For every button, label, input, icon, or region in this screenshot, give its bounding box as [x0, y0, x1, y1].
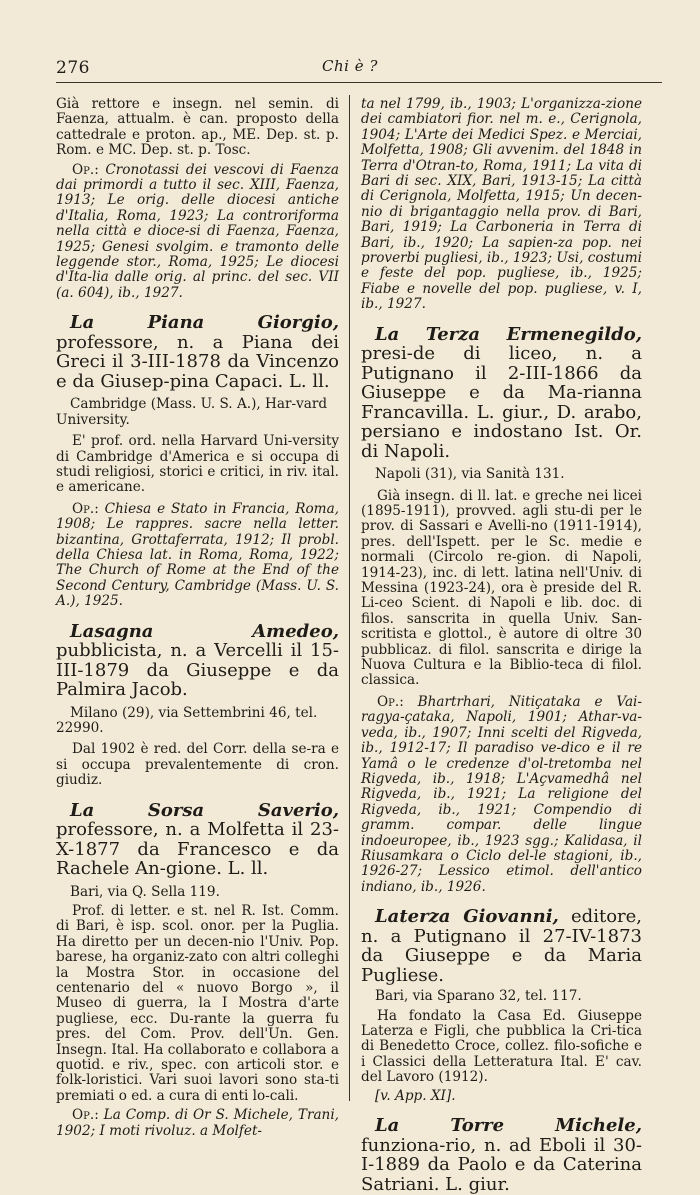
entry-intro: presi-de di liceo, n. a Putignano il 2-III-1866 da Giuseppe e da Ma-rianna Francavilla. L. giur., D. arabo, persiano e indostano Ist. Or. di Napoli.	[361, 343, 642, 462]
entry-heading	[56, 801, 339, 879]
entry-address: Bari, via Sparano 32, tel. 117.	[375, 988, 582, 1005]
entry-address: Cambridge (Mass. U. S. A.), Har-vard University.	[56, 396, 328, 428]
entry-bio: E' prof. ord. nella Harvard Uni-versity di Cambridge d'America e si occupa di studi religiosi, storici e critici, in riv. ital. e americane.	[56, 433, 339, 496]
header-rule	[56, 82, 662, 83]
entry-heading	[361, 325, 642, 462]
right-column	[361, 96, 643, 1195]
entry-intro: professore, n. a Molfetta il 23-X-1877 da Francesco e da Rachele An-gione. L. ll.	[56, 819, 339, 880]
entry-works	[361, 695, 642, 895]
works-text: La Comp. di Or S. Michele, Trani, 1902; I moti rivoluz. a Molfet-	[56, 1107, 339, 1139]
entry-address: Napoli (31), via Sanità 131.	[375, 466, 565, 483]
entry-intro: editore, n. a Putignano il 27-IV-1873 da Giuseppe e da Maria Pugliese.	[361, 906, 643, 986]
entry-name: Laterza Giovanni,	[375, 906, 559, 928]
works-text: Bhartrhari, Nitiçataka e Vai-ragya-çataka, Napoli, 1901; Athar-va-veda, ib., 1907; Inni scelti del Rigveda, ib., 1912-17; Il paradiso ve-dico e il re Yamâ o le credenze d'ol-tretomba nel Rigveda, ib., 1918; L'Açvamedhâ nel Rigveda, ib., 1921; La religione del Rigveda, ib., 1921; Compendio di gramm. compar. delle lingue indoeuropee, ib., 1923 sgg.; Kalidasa, il Riusamkara o Ciclo del-le stagioni, ib., 1926-27; Lessico etimol. dell'antico indiano, ib., 1926.	[361, 693, 642, 895]
entry-name: La Sorsa Saverio,	[70, 799, 339, 821]
entry-intro: professore, n. a Piana dei Greci il 3-III-1878 da Vincenzo e da Giusep-pina Capaci. L. ll.	[56, 331, 339, 392]
entry-address: Bari, via Q. Sella 119.	[70, 883, 220, 900]
entry-heading	[361, 1116, 642, 1194]
entry-bio: Dal 1902 è red. del Corr. della se-ra e si occupa prevalentemente di cron. giudiz.	[56, 741, 339, 789]
works-label: Op.:	[377, 693, 404, 710]
page-number: 276	[56, 58, 90, 78]
entry-intro: funziona-rio, n. ad Eboli il 30-I-1889 da Paolo e da Caterina Satriani. L. giur.	[361, 1134, 642, 1195]
page-header	[0, 0, 700, 90]
running-head: Chi è ?	[322, 57, 378, 75]
entry-address: Milano (29), via Settembrini 46, tel. 22990.	[56, 704, 318, 736]
works-label: Op.:	[72, 161, 99, 178]
works-label: Op.:	[72, 1107, 99, 1124]
entry-bio: Già insegn. di ll. lat. e greche nei licei (1895-1911), provved. agli stu-di per le prov. di Sassari e Avelli-no (1911-1914), pres. dell'Ispett. per le Sc. medie e normali (Circolo re-gion. di Napoli, 1914-23), inc. di lett. latina nell'Univ. di Messina (1923-24), ora è preside del R. Li-ceo Scient. di Napoli e lib. doc. di filos. sanscrita in quella Univ. San-scritista e glottol., è autore di oltre 30 pubblicaz. di filol. sanscrita e dirige la Nuova Cultura e la Biblio-teca di filol. classica.	[361, 487, 642, 689]
works-text: Cronotassi dei vescovi di Faenza dai primordi a tutto il sec. XIII, Faenza, 1913; Le orig. delle diocesi antiche d'Italia, Roma, 1923; La controriforma nella città e dioce-si di Faenza, Faenza, 1925; Genesi svolgim. e tramonto delle leggende stor., Roma, 1925; Le diocesi d'Ita-lia dalle orig. al princ. del sec. VII (a. 604), ib., 1927.	[56, 161, 339, 301]
cross-reference: [v. App. XI].	[375, 1087, 456, 1104]
column-divider	[349, 95, 350, 1101]
entry-name: La Piana Giorgio,	[70, 312, 339, 334]
left-column	[56, 96, 339, 1139]
continued-works: ta nel 1799, ib., 1903; L'organizza-zione dei cambiatori fior. nel m. e., Cerignola, 1904; L'Arte dei Medici Spez. e Merciai, Molfetta, 1908; Gli avvenim. del 1848 in Terra d'Otran-to, Roma, 1911; La vita di Bari di sec. XIX, Bari, 1913-15; La città di Cerignola, Molfetta, 1915; Un decen-nio di brigantaggio nella prov. di Bari, Bari, 1919; La Carboneria in Terra di Bari, ib., 1920; La sapien-za pop. nei proverbi pugliesi, ib., 1923; Usi, costumi e feste del pop. pugliese, ib., 1925; Fiabe e novelle del pop. pugliese, v. I, ib., 1927.	[361, 96, 643, 313]
continued-bio: Già rettore e insegn. nel semin. di Faenza, attualm. è can. proposto della cattedrale e proton. ap., ME. Dep. st. p. Rom. e MC. Dep. st. p. Tosc.	[56, 96, 339, 159]
works-text: Chiesa e Stato in Francia, Roma, 1908; Le rappres. sacre nella letter. bizantina, Grottaferrata, 1912; Il probl. della Chiesa lat. in Roma, Roma, 1922; The Church of Rome at the End of the Second Century, Cambridge (Mass. U. S. A.), 1925.	[56, 500, 339, 610]
continued-works	[56, 163, 339, 302]
entry-heading	[56, 313, 339, 391]
entry-heading	[56, 622, 339, 700]
entry-name: La Terza Ermenegildo,	[375, 323, 642, 345]
entry-intro: pubblicista, n. a Vercelli il 15-III-1879 da Giuseppe e da Palmira Jacob.	[56, 640, 339, 701]
entry-works	[56, 1108, 339, 1139]
entry-heading	[361, 907, 642, 985]
works-label: Op.:	[72, 500, 99, 517]
entry-works	[56, 502, 339, 610]
entry-name: Lasagna Amedeo,	[70, 620, 339, 642]
entry-name: La Torre Michele,	[375, 1115, 642, 1136]
entry-bio: Ha fondato la Casa Ed. Giuseppe Laterza e Figli, che pubblica la Cri-tica di Benedetto Croce, collez. filo-sofiche e i Classici della Letteratura Ital. E' cav. del Lavoro (1912).	[361, 1007, 642, 1086]
entry-bio: Prof. di letter. e st. nel R. Ist. Comm. di Bari, è isp. scol. onor. per la Puglia. Ha diretto per un decen-nio l'Univ. Pop. barese, ha organiz-zato con altri colleghi la Mostra Stor. in occasione del centenario del « nuovo Borgo », il Museo di guerra, la I Mostra d'arte pugliese, ecc. Du-rante la guerra fu pres. del Com. Prov. dell'Un. Gen. Insegn. Ital. Ha collaborato e collabora a quotid. e riv., spec. con articoli stor. e folk-loristici. Vari suoi lavori sono sta-ti premiati o ed. a cura di enti lo-cali.	[56, 903, 339, 1104]
